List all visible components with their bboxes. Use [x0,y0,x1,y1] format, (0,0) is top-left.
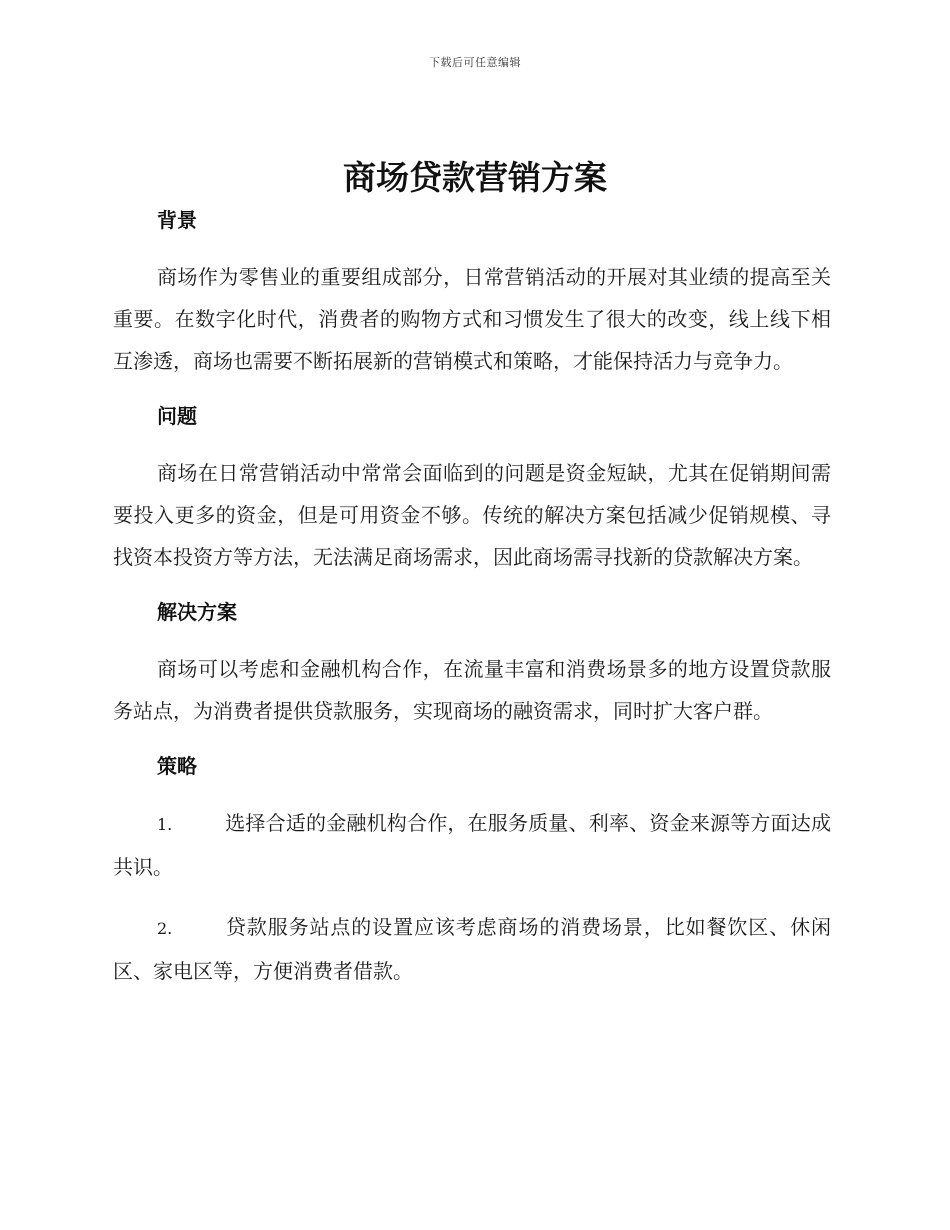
section-background [113,204,831,382]
header-note: 下载后可任意编辑 [429,56,521,69]
section-heading: 背景 [157,208,197,232]
section-problem [113,400,831,578]
list-item-text: 贷款服务站点的设置应该考虑商场的消费场景，比如餐饮区、休闲区、家电区等，方便消费者借款。 [113,915,831,983]
section-paragraph: 商场在日常营销活动中常常会面临到的问题是资金短缺，尤其在促销期间需要投入更多的资金，但是可用资金不够。传统的解决方案包括减少促销规模、寻找资本投资方等方法，无法满足商场需求，因此商场需寻找新的贷款解决方案。 [113,461,831,569]
list-item-number: 2. [157,919,173,938]
section-heading: 解决方案 [157,600,237,624]
list-item [113,802,831,888]
section-paragraph: 商场作为零售业的重要组成部分，日常营销活动的开展对其业绩的提高至关重要。在数字化时代，消费者的购物方式和习惯发生了很大的改变，线上线下相互渗透，商场也需要不断拓展新的营销模式和策略，才能保持活力与竞争力。 [113,265,831,373]
section-solution [113,596,831,732]
list-item-number: 1. [157,815,173,834]
section-paragraph: 商场可以考虑和金融机构合作，在流量丰富和消费场景多的地方设置贷款服务站点，为消费者提供贷款服务，实现商场的融资需求，同时扩大客户群。 [113,657,831,723]
document-body [113,204,831,992]
section-heading: 问题 [157,404,197,428]
section-heading: 策略 [157,754,197,778]
list-item [113,906,831,992]
document-title: 商场贷款营销方案 [343,158,607,197]
list-item-text: 选择合适的金融机构合作，在服务质量、利率、资金来源等方面达成共识。 [113,811,831,879]
section-strategy [113,750,831,992]
